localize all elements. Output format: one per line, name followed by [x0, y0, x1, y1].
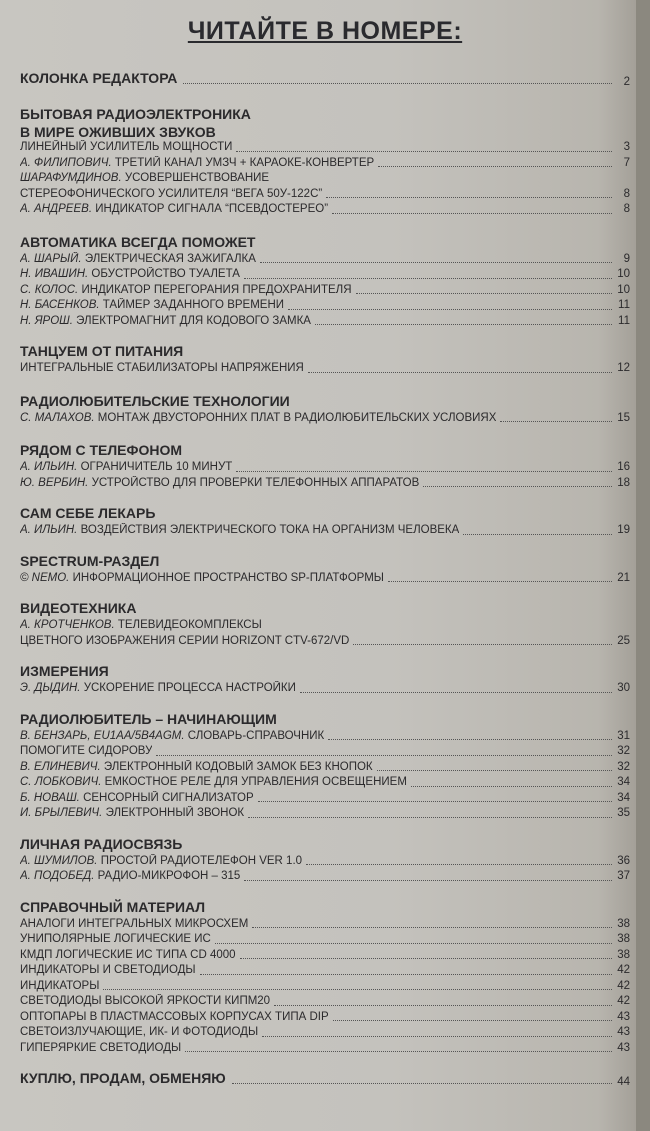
toc-entry[interactable]	[20, 571, 630, 587]
toc-entry[interactable]	[20, 1010, 630, 1026]
entry-author: А. АНДРЕЕВ.	[20, 203, 93, 215]
entry-author: Э. ДЫДИН.	[20, 682, 81, 694]
entry-title: ПРОСТОЙ РАДИОТЕЛЕФОН VER 1.0	[100, 854, 303, 867]
toc-entry[interactable]	[20, 460, 630, 476]
dot-leader	[326, 197, 612, 198]
dot-leader	[215, 943, 612, 944]
page-number: 11	[618, 314, 630, 327]
entry-text	[20, 140, 232, 156]
entry-author: А. ШАРЫЙ.	[20, 252, 82, 265]
toc-entry[interactable]	[20, 791, 630, 807]
entry-author: С. МАЛАХОВ.	[20, 411, 95, 424]
dot-leader	[356, 293, 613, 294]
entry-text	[20, 156, 374, 172]
dot-leader	[262, 1036, 612, 1037]
toc-section	[20, 711, 630, 822]
toc-entry[interactable]	[20, 1025, 630, 1041]
entry-author: С. КОЛОС.	[20, 283, 79, 296]
dot-leader	[328, 739, 612, 740]
entry-author: Б. НОВАШ.	[20, 791, 80, 804]
dot-leader	[378, 166, 612, 167]
entry-title: ЭЛЕКТРОННЫЙ КОДОВЫЙ ЗАМОК БЕЗ КНОПОК	[103, 760, 373, 773]
entry-text	[20, 994, 270, 1010]
toc-section	[20, 836, 630, 885]
dot-leader	[353, 644, 612, 645]
dot-leader	[236, 471, 612, 472]
toc-entry[interactable]	[20, 1041, 630, 1057]
page-number: 30	[617, 682, 630, 694]
toc-entry[interactable]	[20, 948, 630, 964]
toc-section-header-row	[20, 70, 630, 88]
dot-leader	[244, 880, 612, 881]
entry-text	[20, 267, 240, 283]
dot-leader	[248, 817, 612, 818]
page-number: 32	[617, 760, 630, 773]
toc-entry[interactable]	[20, 267, 630, 283]
entry-title: МОНТАЖ ДВУСТОРОННИХ ПЛАТ В РАДИОЛЮБИТЕЛЬСКИХ УСЛОВИЯХ	[97, 411, 497, 424]
toc-entry[interactable]	[20, 618, 630, 634]
entry-title: АНАЛОГИ ИНТЕГРАЛЬНЫХ МИКРОСХЕМ	[20, 917, 249, 930]
toc-entry[interactable]	[20, 187, 630, 203]
entry-title: ЭЛЕКТРОННЫЙ ЗВОНОК	[105, 807, 245, 819]
entry-author: Н. ЯРОШ.	[20, 314, 73, 327]
page-number: 42	[617, 995, 630, 1007]
dot-leader	[200, 974, 612, 975]
page-number: 36	[617, 854, 630, 867]
entry-title: ИНДИКАТОРЫ	[20, 979, 100, 992]
toc-entry[interactable]	[20, 298, 630, 314]
entry-text	[20, 634, 349, 650]
page-number: 35	[617, 807, 630, 819]
entry-text	[20, 791, 254, 807]
entry-author: Н. ИВАШИН.	[20, 268, 89, 280]
entry-author: А. КРОТЧЕНКОВ.	[20, 619, 115, 631]
page-number: 3	[623, 141, 630, 153]
page-number: 38	[617, 948, 630, 961]
entry-title: УНИПОЛЯРНЫЕ ЛОГИЧЕСКИЕ ИС	[20, 933, 211, 945]
section-title: РАДИОЛЮБИТЕЛЬСКИЕ ТЕХНОЛОГИИ	[20, 392, 290, 409]
entry-title: ЭЛЕКТРИЧЕСКАЯ ЗАЖИГАЛКА	[84, 252, 256, 265]
entry-text	[20, 618, 262, 634]
dot-leader	[274, 1005, 612, 1006]
entry-text	[20, 869, 240, 885]
toc-section-header-row	[20, 1070, 630, 1088]
entry-title: ТЕЛЕВИДЕОКОМПЛЕКСЫ	[117, 619, 262, 631]
entry-title: ОГРАНИЧИТЕЛЬ 10 МИНУТ	[80, 461, 233, 473]
entry-text	[20, 187, 322, 203]
dot-leader	[423, 486, 612, 487]
entry-author: И. БРЫЛЕВИЧ.	[20, 807, 103, 819]
section-title: САМ СЕБЕ ЛЕКАРЬ	[20, 505, 156, 521]
section-title: КУПЛЮ, ПРОДАМ, ОБМЕНЯЮ	[20, 1070, 226, 1086]
toc-entry[interactable]	[20, 963, 630, 979]
entry-author: С. ЛОБКОВИЧ.	[20, 776, 102, 788]
entry-title: ЦВЕТНОГО ИЗОБРАЖЕНИЯ СЕРИИ HORIZONT CTV-672/VD	[20, 634, 350, 647]
entry-title: УСОВЕРШЕНСТВОВАНИЕ	[124, 172, 270, 184]
entry-text	[20, 476, 419, 492]
entry-text	[20, 283, 352, 299]
dot-leader	[183, 83, 612, 84]
toc-entry[interactable]	[20, 869, 630, 885]
toc-entry[interactable]	[20, 979, 630, 995]
toc-entry[interactable]	[20, 775, 630, 791]
toc-section	[20, 600, 630, 649]
dot-leader	[244, 278, 612, 279]
toc-section	[20, 1070, 630, 1088]
page-number: 43	[617, 1041, 630, 1054]
entry-text	[20, 854, 302, 870]
section-title: СПРАВОЧНЫЙ МАТЕРИАЛ	[20, 898, 206, 915]
entry-title: СВЕТОДИОДЫ ВЫСОКОЙ ЯРКОСТИ КИПМ20	[20, 995, 271, 1007]
entry-text	[20, 523, 459, 539]
page-number: 43	[617, 1010, 630, 1023]
dot-leader	[232, 1083, 612, 1084]
entry-title: ТРЕТИЙ КАНАЛ УМЗЧ + КАРАОКЕ-КОНВЕРТЕР	[114, 156, 375, 169]
toc-entry[interactable]	[20, 760, 630, 776]
entry-title: ОБУСТРОЙСТВО ТУАЛЕТА	[91, 268, 240, 280]
toc-entry[interactable]	[20, 806, 630, 822]
page-number: 7	[623, 156, 630, 169]
entry-title: ИНДИКАТОР СИГНАЛА “ПСЕВДОСТЕРЕО”	[95, 203, 329, 215]
entry-author: Н. БАСЕНКОВ.	[20, 299, 100, 311]
entry-text	[20, 760, 373, 776]
section-title: ВИДЕОТЕХНИКА	[20, 600, 137, 616]
page-number: 42	[617, 979, 630, 992]
dot-leader	[258, 801, 612, 802]
entry-title: СТЕРЕОФОНИЧЕСКОГО УСИЛИТЕЛЯ “ВЕГА 50У-122С”	[20, 187, 323, 200]
dot-leader	[260, 262, 612, 263]
entry-author: А. ФИЛИПОВИЧ.	[20, 156, 112, 169]
section-title: ТАНЦУЕМ ОТ ПИТАНИЯ	[20, 343, 184, 359]
toc-entry[interactable]	[20, 681, 630, 697]
entry-author: В. БЕНЗАРЬ, EU1AA/5B4AGM.	[20, 729, 185, 742]
toc-entry[interactable]	[20, 476, 630, 492]
section-subtitle: В МИРЕ ОЖИВШИХ ЗВУКОВ	[20, 124, 216, 140]
page-number: 42	[617, 964, 630, 976]
entry-title: ИНФОРМАЦИОННОЕ ПРОСТРАНСТВО SP-ПЛАТФОРМЫ	[72, 571, 384, 584]
page-number: 21	[617, 571, 630, 584]
toc-entry[interactable]	[20, 171, 630, 187]
entry-author: В. ЕЛИНЕВИЧ.	[20, 760, 101, 773]
entry-text	[20, 571, 384, 587]
entry-title: КМДП ЛОГИЧЕСКИЕ ИС ТИПА CD 4000	[20, 948, 236, 961]
toc-entry[interactable]	[20, 523, 630, 539]
page-number: 34	[617, 791, 630, 804]
toc-entry[interactable]	[20, 202, 630, 218]
entry-text	[20, 681, 296, 697]
entry-title: ИНТЕГРАЛЬНЫЕ СТАБИЛИЗАТОРЫ НАПРЯЖЕНИЯ	[20, 362, 304, 374]
entry-text	[20, 744, 152, 760]
entry-text	[20, 963, 196, 979]
entry-text	[20, 1010, 329, 1026]
dot-leader	[500, 421, 612, 422]
page-number: 2	[623, 76, 630, 88]
entry-text	[20, 411, 496, 427]
page-number: 43	[617, 1026, 630, 1038]
page-number: 38	[617, 933, 630, 945]
entry-author: ШАРАФУМДИНОВ.	[20, 172, 122, 184]
dot-leader	[185, 1051, 612, 1052]
toc-entry[interactable]	[20, 314, 630, 330]
page-number: 10	[617, 268, 630, 280]
dot-leader	[103, 989, 612, 990]
entry-title: УСТРОЙСТВО ДЛЯ ПРОВЕРКИ ТЕЛЕФОННЫХ АППАРАТОВ	[91, 476, 420, 489]
toc-entry[interactable]	[20, 140, 630, 156]
toc-entry[interactable]	[20, 411, 630, 427]
dot-leader	[306, 864, 612, 865]
entry-title: ОПТОПАРЫ В ПЛАСТМАССОВЫХ КОРПУСАХ ТИПА DIP	[20, 1010, 329, 1023]
page-number: 38	[617, 917, 630, 930]
entry-title: УСКОРЕНИЕ ПРОЦЕССА НАСТРОЙКИ	[83, 682, 296, 694]
page-number: 31	[617, 729, 630, 742]
dot-leader	[236, 151, 612, 152]
toc-entry[interactable]	[20, 634, 630, 650]
toc-section	[20, 234, 630, 330]
entry-author: А. ИЛЬИН.	[20, 524, 78, 536]
entry-title: РАДИО-МИКРОФОН – 315	[97, 870, 241, 882]
entry-title: СЛОВАРЬ-СПРАВОЧНИК	[187, 729, 325, 742]
page-number: 25	[617, 634, 630, 647]
entry-text	[20, 202, 328, 218]
page-number: 15	[617, 411, 630, 424]
entry-text	[20, 1041, 181, 1057]
page-number: 11	[618, 299, 630, 311]
toc-section	[20, 899, 630, 1057]
toc-section	[20, 505, 630, 539]
entry-text	[20, 917, 248, 933]
page-number: 32	[617, 745, 630, 757]
dot-leader	[411, 786, 612, 787]
entry-text	[20, 252, 256, 268]
entry-title: ЕМКОСТНОЕ РЕЛЕ ДЛЯ УПРАВЛЕНИЯ ОСВЕЩЕНИЕМ	[104, 776, 407, 788]
toc-section	[20, 106, 630, 218]
toc-section	[20, 663, 630, 697]
toc-entry[interactable]	[20, 932, 630, 948]
section-title: РАДИОЛЮБИТЕЛЬ – НАЧИНАЮЩИМ	[20, 710, 277, 727]
page-number: 44	[617, 1076, 630, 1088]
entry-title: ИНДИКАТОР ПЕРЕГОРАНИЯ ПРЕДОХРАНИТЕЛЯ	[81, 283, 352, 296]
entry-title: СВЕТОИЗЛУЧАЮЩИЕ, ИК- И ФОТОДИОДЫ	[20, 1026, 259, 1038]
section-title: ЛИЧНАЯ РАДИОСВЯЗЬ	[20, 835, 183, 852]
page-number: 37	[617, 870, 630, 882]
entry-author: А. ПОДОБЕД.	[20, 870, 95, 882]
dot-leader	[156, 755, 612, 756]
toc-section	[20, 70, 630, 88]
page-number: 8	[623, 203, 630, 215]
entry-author: А. ИЛЬИН.	[20, 461, 78, 473]
toc-entry[interactable]	[20, 729, 630, 745]
toc-entry[interactable]	[20, 917, 630, 933]
toc-entry[interactable]	[20, 744, 630, 760]
toc-section	[20, 343, 630, 377]
page-number: 9	[623, 252, 630, 265]
entry-text	[20, 171, 269, 187]
toc-section	[20, 442, 630, 491]
page-number: 12	[617, 362, 630, 374]
dot-leader	[333, 1020, 612, 1021]
page-number: 34	[617, 776, 630, 788]
entry-author: Ю. ВЕРБИН.	[20, 476, 89, 489]
section-title: БЫТОВАЯ РАДИОЭЛЕКТРОНИКА	[20, 106, 251, 122]
entry-title: ВОЗДЕЙСТВИЯ ЭЛЕКТРИЧЕСКОГО ТОКА НА ОРГАНИЗМ ЧЕЛОВЕКА	[80, 524, 460, 536]
entry-text	[20, 932, 211, 948]
section-title: SPECTRUM-РАЗДЕЛ	[20, 552, 160, 569]
section-title: АВТОМАТИКА ВСЕГДА ПОМОЖЕТ	[20, 233, 256, 250]
entry-title: ПОМОГИТЕ СИДОРОВУ	[20, 745, 153, 757]
dot-leader	[388, 581, 612, 582]
section-title: КОЛОНКА РЕДАКТОРА	[20, 70, 178, 86]
entry-title: СЕНСОРНЫЙ СИГНАЛИЗАТОР	[83, 791, 254, 804]
entry-text	[20, 361, 304, 377]
toc-section	[20, 393, 630, 427]
toc-entry[interactable]	[20, 283, 630, 299]
toc-entry[interactable]	[20, 252, 630, 268]
toc-section	[20, 553, 630, 587]
toc-entry[interactable]	[20, 994, 630, 1010]
dot-leader	[300, 692, 612, 693]
page-number: 19	[617, 524, 630, 536]
dot-leader	[240, 958, 612, 959]
entry-title: ЭЛЕКТРОМАГНИТ ДЛЯ КОДОВОГО ЗАМКА	[76, 314, 311, 327]
page-number: 10	[617, 283, 630, 296]
entry-author: © NEMO.	[20, 571, 70, 584]
entry-text	[20, 460, 232, 476]
entry-title: ИНДИКАТОРЫ И СВЕТОДИОДЫ	[20, 964, 196, 976]
toc-entry[interactable]	[20, 361, 630, 377]
entry-title: ГИПЕРЯРКИЕ СВЕТОДИОДЫ	[20, 1041, 182, 1054]
toc-entry[interactable]	[20, 156, 630, 172]
entry-title: ЛИНЕЙНЫЙ УСИЛИТЕЛЬ МОЩНОСТИ	[20, 141, 233, 153]
entry-text	[20, 979, 99, 995]
entry-text	[20, 806, 244, 822]
entry-title: ТАЙМЕР ЗАДАННОГО ВРЕМЕНИ	[102, 299, 285, 311]
dot-leader	[463, 534, 612, 535]
page-number: 16	[617, 461, 630, 473]
entry-text	[20, 775, 407, 791]
dot-leader	[308, 372, 612, 373]
page-edge-shadow	[636, 0, 650, 1131]
entry-text	[20, 729, 324, 745]
entry-text	[20, 1025, 258, 1041]
entry-text	[20, 948, 236, 964]
dot-leader	[315, 324, 612, 325]
dot-leader	[332, 213, 612, 214]
page-title: ЧИТАЙТЕ В НОМЕРЕ:	[187, 17, 463, 45]
section-title: ИЗМЕРЕНИЯ	[20, 663, 109, 679]
entry-author: А. ШУМИЛОВ.	[20, 854, 98, 867]
toc-entry[interactable]	[20, 854, 630, 870]
dot-leader	[377, 770, 612, 771]
section-title: РЯДОМ С ТЕЛЕФОНОМ	[20, 442, 183, 458]
dot-leader	[288, 309, 612, 310]
dot-leader	[252, 927, 612, 928]
page-number: 18	[617, 476, 630, 489]
entry-text	[20, 314, 311, 330]
entry-text	[20, 298, 284, 314]
table-of-contents	[20, 70, 630, 1102]
page-number: 8	[623, 187, 630, 200]
